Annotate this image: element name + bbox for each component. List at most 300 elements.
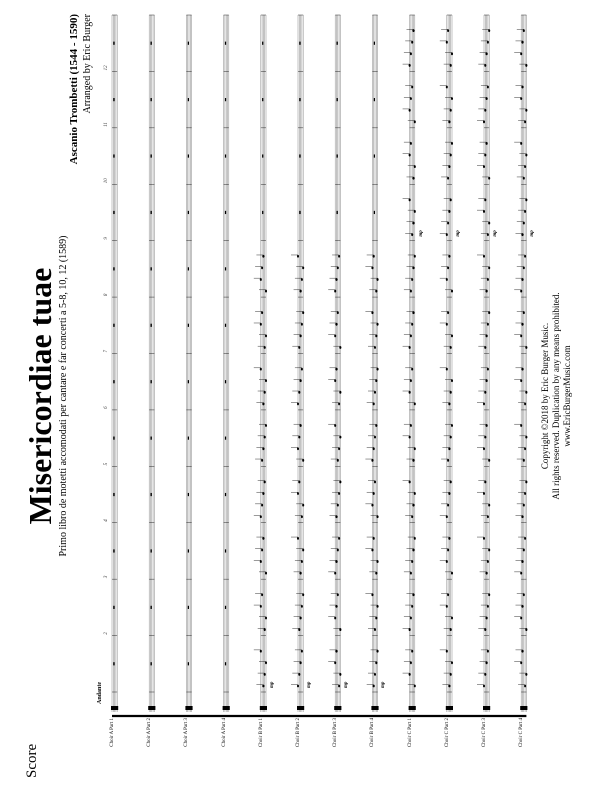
note-head xyxy=(446,41,448,44)
note-head xyxy=(524,537,526,540)
whole-rest xyxy=(299,98,300,101)
note-head xyxy=(523,459,525,462)
copyright-line-3: www.EricBurgerMusic.com xyxy=(562,345,572,447)
whole-rest xyxy=(262,211,263,214)
note-head xyxy=(414,120,416,123)
whole-rest xyxy=(225,267,226,270)
note-head xyxy=(377,278,379,281)
note-head xyxy=(446,560,448,563)
whole-rest xyxy=(262,98,263,101)
note-head xyxy=(262,403,264,406)
note-head xyxy=(483,492,485,495)
note-head xyxy=(297,492,299,495)
note-head xyxy=(446,605,448,608)
note-head xyxy=(374,436,376,439)
note-head xyxy=(301,323,303,326)
note-head xyxy=(446,86,448,89)
note-head xyxy=(447,504,449,507)
note-head xyxy=(373,447,375,450)
note-head xyxy=(522,41,524,44)
note-head xyxy=(520,572,522,575)
note-head xyxy=(302,266,304,269)
dynamic-mark: mp xyxy=(269,681,275,688)
note-head xyxy=(414,255,416,258)
part-label: Choir C Part 4 xyxy=(519,718,525,748)
note-head xyxy=(300,290,302,293)
bar-number: 8 xyxy=(104,293,109,297)
tempo-marking: Andante xyxy=(97,681,103,704)
note-head xyxy=(264,481,266,484)
note-head xyxy=(302,593,304,596)
clef-mark xyxy=(371,706,378,710)
note-head xyxy=(523,266,525,269)
dynamic-mark: mp xyxy=(344,681,350,688)
note-head xyxy=(411,41,413,44)
whole-rest xyxy=(151,437,152,440)
note-head xyxy=(488,504,490,507)
note-head xyxy=(484,64,486,67)
note-head xyxy=(450,391,452,394)
whole-rest xyxy=(113,662,114,665)
note-head xyxy=(377,605,379,608)
whole-rest xyxy=(151,154,152,157)
note-head xyxy=(374,481,376,484)
note-head xyxy=(410,52,412,55)
note-head xyxy=(447,459,449,462)
note-head xyxy=(524,685,526,688)
page-title: Misericordiae tuae xyxy=(22,267,58,525)
note-head xyxy=(377,515,379,518)
whole-rest xyxy=(113,493,114,496)
note-head xyxy=(447,29,449,32)
note-head xyxy=(377,560,379,563)
note-head xyxy=(486,290,488,293)
note-head xyxy=(522,560,524,563)
whole-rest xyxy=(113,606,114,609)
note-head xyxy=(524,492,526,495)
note-head xyxy=(411,368,413,371)
note-head xyxy=(522,86,524,89)
note-head xyxy=(483,447,485,450)
note-head xyxy=(522,368,524,371)
whole-rest xyxy=(188,324,189,327)
note-head xyxy=(374,628,376,631)
note-head xyxy=(413,459,415,462)
note-head xyxy=(410,97,412,100)
note-head xyxy=(525,436,527,439)
note-head xyxy=(260,560,262,563)
whole-rest xyxy=(151,324,152,327)
note-head xyxy=(524,447,526,450)
note-head xyxy=(371,549,373,552)
note-head xyxy=(337,549,339,552)
note-head xyxy=(520,334,522,337)
note-head xyxy=(525,346,527,349)
note-head xyxy=(409,436,411,439)
whole-rest xyxy=(113,549,114,552)
whole-rest xyxy=(151,606,152,609)
clef-mark xyxy=(520,706,527,710)
note-head xyxy=(337,593,339,596)
note-head xyxy=(487,605,489,608)
note-head xyxy=(262,447,264,450)
note-head xyxy=(337,311,339,314)
note-head xyxy=(300,424,302,427)
bar-number: 6 xyxy=(104,406,109,409)
note-head xyxy=(523,29,525,32)
note-head xyxy=(302,504,304,507)
note-head xyxy=(377,368,379,371)
note-head xyxy=(373,685,375,688)
note-head xyxy=(264,628,266,631)
note-head xyxy=(409,391,411,394)
note-head xyxy=(486,572,488,575)
note-head xyxy=(451,52,453,55)
note-head xyxy=(334,424,336,427)
whole-rest xyxy=(188,493,189,496)
note-head xyxy=(264,346,266,349)
note-head xyxy=(446,278,448,281)
whole-rest xyxy=(374,211,375,214)
note-head xyxy=(375,572,377,575)
note-head xyxy=(488,177,490,180)
note-head xyxy=(524,120,526,123)
composer-credit: Ascanio Trombetti (1544 - 1590) xyxy=(68,14,80,165)
note-head xyxy=(450,436,452,439)
note-head xyxy=(301,278,303,281)
note-head xyxy=(336,323,338,326)
note-head xyxy=(302,459,304,462)
note-head xyxy=(414,165,416,168)
part-label: Choir B Part 3 xyxy=(333,718,339,748)
note-head xyxy=(524,210,526,213)
note-head xyxy=(260,278,262,281)
note-head xyxy=(339,673,341,676)
note-head xyxy=(487,278,489,281)
bar-number: 10 xyxy=(104,178,109,184)
bar-number: 4 xyxy=(104,519,109,522)
note-head xyxy=(451,617,453,620)
note-head xyxy=(297,255,299,258)
note-head xyxy=(451,290,453,293)
note-head xyxy=(265,572,267,575)
note-head xyxy=(488,459,490,462)
note-head xyxy=(450,109,452,112)
note-head xyxy=(447,177,449,180)
whole-rest xyxy=(188,267,189,270)
note-head xyxy=(520,661,522,664)
note-head xyxy=(524,165,526,168)
whole-rest xyxy=(151,42,152,45)
note-head xyxy=(447,311,449,314)
note-head xyxy=(334,334,336,337)
note-head xyxy=(265,617,267,620)
note-head xyxy=(411,605,413,608)
note-head xyxy=(300,572,302,575)
note-head xyxy=(486,379,488,382)
note-head xyxy=(413,504,415,507)
note-head xyxy=(334,379,336,382)
note-head xyxy=(520,290,522,293)
note-head xyxy=(334,572,336,575)
note-head xyxy=(413,593,415,596)
note-head xyxy=(375,661,377,664)
note-head xyxy=(487,41,489,44)
whole-rest xyxy=(151,662,152,665)
note-head xyxy=(410,334,412,337)
whole-rest xyxy=(299,211,300,214)
whole-rest xyxy=(188,380,189,383)
whole-rest xyxy=(374,98,375,101)
note-head xyxy=(484,391,486,394)
note-head xyxy=(302,549,304,552)
whole-rest xyxy=(225,437,226,440)
note-head xyxy=(413,549,415,552)
note-head xyxy=(297,447,299,450)
note-head xyxy=(301,650,303,653)
note-head xyxy=(377,650,379,653)
part-label: Choir C Part 1 xyxy=(407,718,413,748)
note-head xyxy=(483,120,485,123)
note-head xyxy=(264,436,266,439)
note-head xyxy=(484,628,486,631)
whole-rest xyxy=(374,42,375,45)
whole-rest xyxy=(113,42,114,45)
note-head xyxy=(525,481,527,484)
note-head xyxy=(484,436,486,439)
note-head xyxy=(450,198,452,201)
whole-rest xyxy=(188,662,189,665)
whole-rest xyxy=(188,154,189,157)
clef-mark xyxy=(409,706,416,710)
dynamic-mark: mp xyxy=(381,681,387,688)
whole-rest xyxy=(337,42,338,45)
note-head xyxy=(411,560,413,563)
note-head xyxy=(375,290,377,293)
note-head xyxy=(413,266,415,269)
note-head xyxy=(336,278,338,281)
note-head xyxy=(374,391,376,394)
whole-rest xyxy=(225,549,226,552)
page-subtitle: Primo libro de motetti accomodati per cantare e far concerti a 5-8, 10, 12 (1589) xyxy=(58,235,69,557)
note-head xyxy=(413,311,415,314)
note-head xyxy=(411,650,413,653)
note-head xyxy=(298,436,300,439)
note-head xyxy=(298,391,300,394)
dynamic-mark: mp xyxy=(455,230,461,237)
note-head xyxy=(336,515,338,518)
score-label: Score xyxy=(24,743,40,778)
bar-number: 7 xyxy=(104,350,109,353)
note-head xyxy=(451,661,453,664)
bar-number: 5 xyxy=(104,462,109,466)
whole-rest xyxy=(188,437,189,440)
whole-rest xyxy=(225,324,226,327)
note-head xyxy=(488,593,490,596)
note-head xyxy=(451,572,453,575)
whole-rest xyxy=(151,267,152,270)
note-head xyxy=(451,334,453,337)
whole-rest xyxy=(113,211,114,214)
clef-mark xyxy=(185,706,192,710)
part-label: Choir B Part 2 xyxy=(296,718,301,748)
note-head xyxy=(450,481,452,484)
note-head xyxy=(413,29,415,32)
note-head xyxy=(265,379,267,382)
note-head xyxy=(523,311,525,314)
note-head xyxy=(522,515,524,518)
note-head xyxy=(484,673,486,676)
note-head xyxy=(265,661,267,664)
note-head xyxy=(446,515,448,518)
note-head xyxy=(409,109,411,112)
note-head xyxy=(338,255,340,258)
note-head xyxy=(375,424,377,427)
note-head xyxy=(300,379,302,382)
note-head xyxy=(447,222,449,225)
note-head xyxy=(520,52,522,55)
note-head xyxy=(334,661,336,664)
part-label: Choir C Part 2 xyxy=(444,718,450,748)
whole-rest xyxy=(225,493,226,496)
note-head xyxy=(375,334,377,337)
clef-mark xyxy=(148,706,155,710)
note-head xyxy=(487,650,489,653)
note-head xyxy=(409,154,411,157)
note-head xyxy=(265,290,267,293)
note-head xyxy=(523,549,525,552)
note-head xyxy=(260,368,262,371)
note-head xyxy=(260,515,262,518)
note-head xyxy=(448,120,450,123)
note-head xyxy=(411,278,413,281)
note-head xyxy=(446,323,448,326)
note-head xyxy=(410,379,412,382)
note-head xyxy=(488,549,490,552)
note-head xyxy=(337,266,339,269)
note-head xyxy=(410,572,412,575)
dynamic-mark: mp xyxy=(530,230,536,237)
note-head xyxy=(483,403,485,406)
note-head xyxy=(371,504,373,507)
whole-rest xyxy=(188,606,189,609)
note-head xyxy=(486,334,488,337)
note-head xyxy=(375,379,377,382)
whole-rest xyxy=(113,324,114,327)
note-head xyxy=(448,403,450,406)
part-label: Choir B Part 4 xyxy=(370,718,376,748)
note-head xyxy=(373,537,375,540)
note-head xyxy=(410,424,412,427)
note-head xyxy=(524,255,526,258)
whole-rest xyxy=(262,154,263,157)
note-head xyxy=(262,255,264,258)
note-head xyxy=(339,346,341,349)
note-head xyxy=(451,97,453,100)
note-head xyxy=(488,311,490,314)
whole-rest xyxy=(188,98,189,101)
bar-number: 12 xyxy=(104,65,109,71)
note-head xyxy=(414,210,416,213)
note-head xyxy=(261,266,263,269)
whole-rest xyxy=(188,549,189,552)
note-head xyxy=(483,537,485,540)
note-head xyxy=(451,424,453,427)
note-head xyxy=(264,673,266,676)
copyright-line-2: All rights reserved. Duplication by any means prohibited. xyxy=(551,292,561,500)
bar-number: 3 xyxy=(104,575,109,579)
whole-rest xyxy=(113,154,114,157)
note-head xyxy=(409,673,411,676)
clef-mark xyxy=(111,706,118,710)
note-head xyxy=(409,481,411,484)
note-head xyxy=(446,368,448,371)
note-head xyxy=(338,403,340,406)
part-label: Choir C Part 3 xyxy=(482,718,487,748)
copyright-line-1: Copyright ©2018 by Eric Burger Music. xyxy=(540,322,550,470)
arranger-credit: Arranged by Eric Burger xyxy=(82,14,93,114)
note-head xyxy=(375,617,377,620)
note-head xyxy=(522,278,524,281)
note-head xyxy=(522,605,524,608)
note-head xyxy=(413,177,415,180)
note-head xyxy=(487,560,489,563)
whole-rest xyxy=(113,437,114,440)
note-head xyxy=(409,346,411,349)
note-head xyxy=(410,290,412,293)
note-head xyxy=(371,266,373,269)
note-head xyxy=(297,403,299,406)
note-head xyxy=(409,628,411,631)
note-head xyxy=(300,334,302,337)
bar-number: 9 xyxy=(104,237,109,240)
clef-mark xyxy=(297,706,304,710)
note-head xyxy=(483,685,485,688)
note-head xyxy=(301,515,303,518)
note-head xyxy=(448,492,450,495)
note-head xyxy=(451,142,453,145)
whole-rest xyxy=(374,154,375,157)
note-head xyxy=(486,617,488,620)
note-head xyxy=(265,334,267,337)
note-head xyxy=(297,685,299,688)
note-head xyxy=(524,403,526,406)
note-head xyxy=(339,481,341,484)
note-head xyxy=(298,673,300,676)
bar-number: 2 xyxy=(104,632,109,635)
note-head xyxy=(414,492,416,495)
note-head xyxy=(374,673,376,676)
note-head xyxy=(523,177,525,180)
whole-rest xyxy=(225,380,226,383)
note-head xyxy=(336,368,338,371)
note-head xyxy=(520,142,522,145)
note-head xyxy=(448,210,450,213)
note-head xyxy=(409,64,411,67)
part-label: Choir A Part 1 xyxy=(110,718,115,747)
note-head xyxy=(520,424,522,427)
note-head xyxy=(298,481,300,484)
whole-rest xyxy=(337,154,338,157)
bar-number: 11 xyxy=(104,122,109,127)
note-head xyxy=(522,233,524,236)
note-head xyxy=(336,650,338,653)
note-head xyxy=(300,661,302,664)
note-head xyxy=(265,424,267,427)
note-head xyxy=(448,537,450,540)
note-head xyxy=(262,492,264,495)
whole-rest xyxy=(225,42,226,45)
